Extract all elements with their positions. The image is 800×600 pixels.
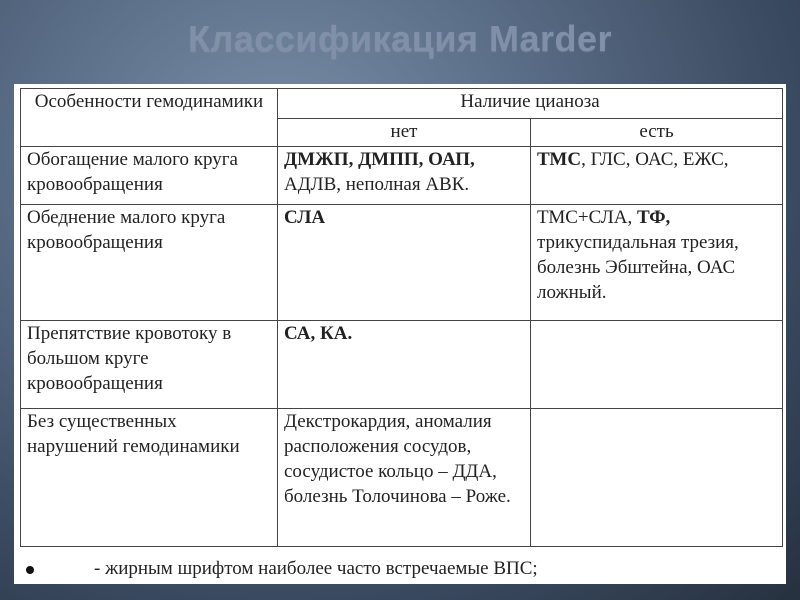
header-yes: есть bbox=[531, 119, 783, 147]
bold-text: ДМЖП, ДМПП, ОАП, bbox=[284, 149, 475, 170]
row-label: Без существенных нарушений гемодинамики bbox=[21, 409, 278, 547]
table-row bbox=[21, 321, 783, 409]
normal-text: трикуспидальная трезия, болезнь Эбштейна, ОАС ложный. bbox=[537, 232, 739, 304]
footnote-text: - жирным шрифтом наиболее часто встречаемые ВПС; bbox=[94, 558, 538, 579]
bold-text: ТМС bbox=[537, 149, 582, 170]
footnote bbox=[26, 558, 538, 580]
row-label: Препятствие кровотоку в большом круге кровообращения bbox=[21, 321, 278, 409]
bullet-icon bbox=[26, 566, 34, 574]
bold-text: СЛА bbox=[284, 207, 326, 228]
cell-yes bbox=[531, 409, 783, 547]
cell-no bbox=[278, 321, 531, 409]
header-no: нет bbox=[278, 119, 531, 147]
cell-yes bbox=[531, 205, 783, 321]
header-cyanosis: Наличие цианоза bbox=[278, 89, 783, 119]
table-row bbox=[21, 205, 783, 321]
row-label: Обеднение малого круга кровообращения bbox=[21, 205, 278, 321]
bold-text: ТФ, bbox=[636, 207, 671, 228]
cell-no bbox=[278, 205, 531, 321]
table-panel bbox=[14, 84, 786, 584]
cell-yes bbox=[531, 147, 783, 205]
normal-text: , ГЛС, ОАС, ЕЖС, bbox=[581, 149, 729, 170]
table-header-row bbox=[21, 89, 783, 119]
cell-yes bbox=[531, 321, 783, 409]
bold-text: СА, КА. bbox=[284, 323, 353, 344]
classification-table bbox=[20, 88, 783, 547]
normal-text: ТМС+СЛА, bbox=[537, 207, 637, 228]
table-row bbox=[21, 147, 783, 205]
slide-title: Классификация Marder bbox=[187, 18, 613, 59]
normal-text: АДЛВ, неполная АВК. bbox=[284, 174, 470, 196]
row-label: Обогащение малого круга кровообращения bbox=[21, 147, 278, 205]
table-row bbox=[21, 409, 783, 547]
cell-no: Декстрокардия, аномалия расположения сосудов, сосудистое кольцо – ДДА, болезнь Толочинова – Роже. bbox=[278, 409, 531, 547]
cell-no bbox=[278, 147, 531, 205]
header-hemodynamics: Особенности гемодинамики bbox=[21, 89, 278, 147]
